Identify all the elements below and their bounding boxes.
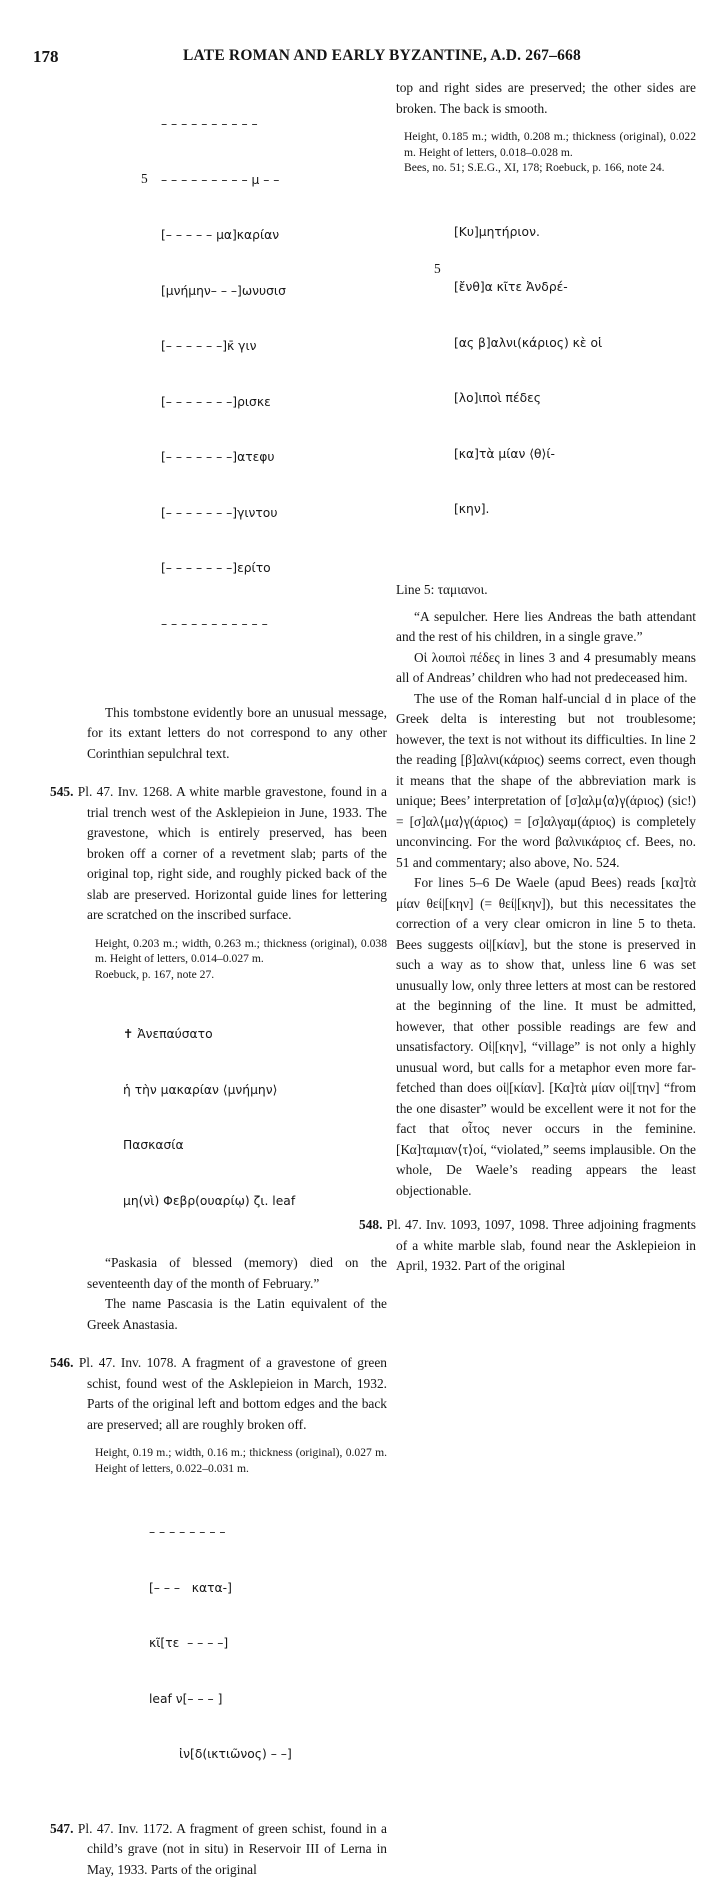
page-header — [33, 47, 693, 71]
translation: “Paskasia of blessed (memory) died on the seventeenth day of the month of February.” — [87, 1253, 387, 1294]
epi-line: Πασκασία — [123, 1136, 387, 1155]
entry-546 — [87, 1353, 387, 1801]
epi-line: [– – – – – – –]ατεφυ — [161, 448, 387, 467]
epi-line: κῖ[τε – – – –] — [149, 1634, 387, 1653]
epi-line: – – – – – – – – – μ – – — [161, 171, 387, 190]
entry-547 — [87, 1819, 387, 1880]
epi-line: – – – – – – – – — [149, 1523, 387, 1542]
epi-line: [– – – – – – –]ρισκε — [161, 393, 387, 412]
line5-note: Line 5: ταμιανοι. — [396, 580, 696, 601]
commentary-paragraph: The use of the Roman half-uncial d in place of the Greek delta is interesting but not troublesome; however, the text is not without its difficulties. In line 2 the reading [β]αλνι(κάριος) seems correct, even though it means that the shape of the abbreviation mark is unique; Bees’ interpretation of [σ]αλμ⟨α⟩γ(άριος) (sic!) = [σ]αλ⟨μα⟩γ(άριος) = [σ]αλγαμ(άριος) is completely unconvincing. For the word βαλνικάριος cf. Bees, no. 51 and commentary; also above, No. 524. — [396, 689, 696, 874]
left-column — [87, 78, 387, 1880]
page-number: 178 — [33, 47, 59, 67]
inscription-545 — [123, 988, 387, 1247]
running-head: LATE ROMAN AND EARLY BYZANTINE, A.D. 267–668 — [183, 47, 581, 65]
epi-line: ✝ Ἀνεπαύσατο — [123, 1025, 387, 1044]
entry-text: Pl. 47. Inv. 1268. A white marble gravestone, found in a trial trench west of the Asklepieion in June, 1933. The gravestone, which is entirely preserved, has been broken off a corner of a revetment slab; parts of the original top, right side, and roughly picked back of the slab are preserved. Horizontal guide lines for lettering are scratched on the inscribed surface. — [78, 784, 387, 922]
line-number: 5 — [141, 170, 148, 189]
epi-line: [– – – – – – –]γιντου — [161, 504, 387, 523]
note: The name Pascasia is the Latin equivalent of the Greek Anastasia. — [87, 1294, 387, 1335]
entry-number: 547. — [50, 1821, 73, 1836]
epi-line: [κα]τὰ μίαν ⟨θ⟩ί- — [454, 445, 696, 464]
tombstone-paragraph: This tombstone evidently bore an unusual message, for its extant letters do not correspond to any other Corinthian sepulchral text. — [87, 703, 387, 765]
dimensions: Height, 0.19 m.; width, 0.16 m.; thickness (original), 0.027 m. Height of letters, 0.022–0.031 m. — [95, 1445, 387, 1476]
entry-number: 545. — [50, 784, 73, 799]
epi-line: leaf ν[– – – ] — [149, 1690, 387, 1709]
entry-text: Pl. 47. Inv. 1093, 1097, 1098. Three adjoining fragments of a white marble slab, found near the Asklepieion in April, 1932. Part of the original — [387, 1217, 697, 1273]
epi-line: [ας β]αλνι(κάριος) κὲ οἱ — [454, 334, 696, 353]
epi-line: μη(νὶ) Φεβρ(ουαρίῳ) ζι. leaf — [123, 1192, 387, 1211]
epi-line: ἰν[δ(ικτιῶνος) – –] — [179, 1745, 387, 1764]
entry-number: 546. — [50, 1355, 73, 1370]
entry-545 — [87, 782, 387, 1335]
commentary-paragraph: Οἱ λοιποὶ πέδες in lines 3 and 4 presumably means all of Andreas’ children who had not predeceased him. — [396, 648, 696, 689]
entry-547-continuation: top and right sides are preserved; the other sides are broken. The back is smooth. — [396, 78, 696, 119]
entry-text: Pl. 47. Inv. 1078. A fragment of a gravestone of green schist, found west of the Asklepieion in March, 1932. Parts of the original left and bottom edges and the back are preserved; all are roughly broken off. — [79, 1355, 387, 1432]
inscription-546 — [149, 1486, 387, 1801]
epi-line: – – – – – – – – – – — [161, 115, 387, 134]
epi-line: [λο]ιποὶ πέδες — [454, 389, 696, 408]
reference: Roebuck, p. 167, note 27. — [95, 967, 387, 983]
entry-number: 548. — [359, 1217, 382, 1232]
translation: “A sepulcher. Here lies Andreas the bath attendant and the rest of his children, in a single grave.” — [396, 607, 696, 648]
inscription-top — [161, 78, 387, 689]
epi-line: [κην]. — [454, 500, 696, 519]
epi-line: [– – – – – –]κ̄ γιν — [161, 337, 387, 356]
references: Bees, no. 51; S.E.G., XI, 178; Roebuck, p. 166, note 24. — [404, 160, 696, 176]
epi-line: – – – – – – – – – – – — [161, 615, 387, 634]
inscription-547 — [454, 186, 696, 575]
entry-548 — [396, 1215, 696, 1277]
dimensions: Height, 0.203 m.; width, 0.263 m.; thickness (original), 0.038 m. Height of letters, 0.014–0.027 m. — [95, 936, 387, 967]
epi-line: [Κυ]μητήριον. — [454, 223, 696, 242]
dimensions: Height, 0.185 m.; width, 0.208 m.; thickness (original), 0.022 m. Height of letters, 0.018–0.028 m. — [404, 129, 696, 160]
epi-line: [μνήμην– – –]ωνυσισ — [161, 282, 387, 301]
commentary-paragraph: For lines 5–6 De Waele (apud Bees) reads [κα]τὰ μίαν θεί|[κην] (= θεί|[κην]), but this necessitates the correction of a very clear omicron in line 5 to theta. Bees suggests οἰ|[κίαν], but the stone is preserved in such a way as to show that, unless line 6 was set unusually low, only three letters at most can be restored at the beginning of the line. It must be admitted, however, that other possible readings are few and unsatisfactory. Οἰ|[κην], “village” is not only a highly unusual word, but calls for a metaphor even more far-fetched than does οἰ|[κίαν]. [Κα]τὰ μίαν οἰ|[την] “from the one disaster” would be excellent were it not for the fact that οἶτος never occurs in the feminine. [Κα]ταμιαν⟨τ⟩οί, “violated,” seems implausible. On the whole, De Waele’s reading appears the least objectionable. — [396, 873, 696, 1201]
epi-line: [– – – κατα-] — [149, 1579, 387, 1598]
entry-text: Pl. 47. Inv. 1172. A fragment of green schist, found in a child’s grave (not in situ) in Reservoir III of Lerna in May, 1933. Parts of the original — [78, 1821, 387, 1877]
right-column — [396, 78, 696, 1277]
epi-line: [– – – – – μα]καρίαν — [161, 226, 387, 245]
line-number: 5 — [434, 260, 441, 279]
epi-line: [ἔνθ]α κῖτε Ἀνδρέ- — [454, 278, 696, 297]
epi-line: [– – – – – – –]ερίτο — [161, 559, 387, 578]
epi-line: ἡ τὴν μακαρίαν ⟨μνήμην⟩ — [123, 1081, 387, 1100]
